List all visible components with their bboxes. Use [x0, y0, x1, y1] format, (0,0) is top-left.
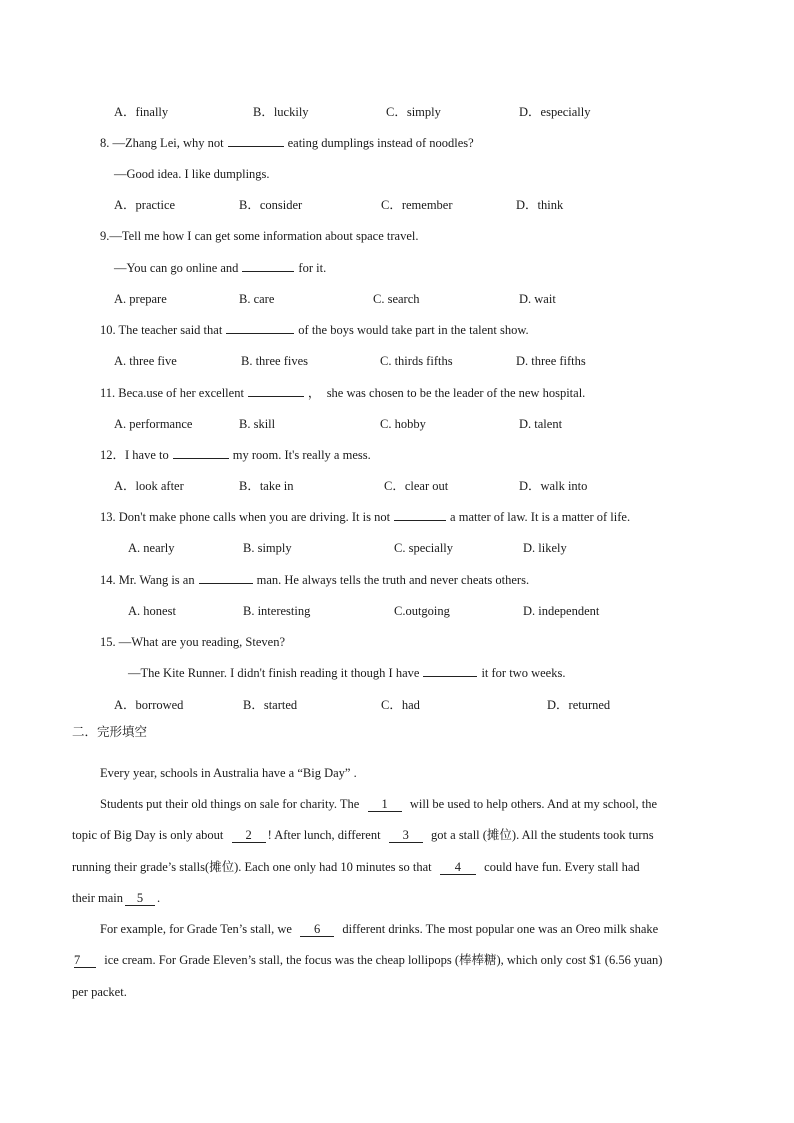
q9-reply	[114, 260, 326, 276]
q9-option-d: D. wait	[519, 292, 556, 306]
q12-option-a: A．look after	[114, 479, 184, 493]
passage-para-3-line-2	[72, 952, 662, 968]
q13-stem-before: 13. Don't make phone calls when you are driving. It is not	[100, 510, 391, 524]
q7-option-c: C．simply	[386, 105, 441, 119]
passage-text: running their grade’s stalls(摊位). Each one only had 10 minutes so that	[72, 860, 432, 874]
q8-option-d: D．think	[516, 198, 564, 212]
q10-stem-after: of the boys would take part in the talent show.	[298, 323, 529, 337]
q11-option-c: C. hobby	[380, 417, 426, 431]
q8-stem	[100, 135, 474, 151]
passage-text: topic of Big Day is only about	[72, 828, 224, 842]
q7-option-d: D．especially	[519, 105, 591, 119]
passage-text: ! After lunch, different	[267, 828, 381, 842]
q14-option-a: A. honest	[128, 604, 176, 618]
q10-stem-before: 10. The teacher said that	[100, 323, 223, 337]
q15-option-a: A．borrowed	[114, 698, 184, 712]
section-heading-cloze: 二．完形填空	[72, 724, 148, 739]
q7-option-b: B．luckily	[253, 105, 309, 119]
cloze-blank-2: 2	[232, 828, 266, 843]
q13-stem	[100, 509, 630, 525]
cloze-blank-5: 5	[125, 891, 155, 906]
passage-text: different drinks. The most popular one was an Oreo milk shake	[342, 922, 659, 936]
cloze-blank-1: 1	[368, 797, 402, 812]
q15-option-d: D．returned	[547, 698, 611, 712]
q12-blank	[173, 447, 229, 459]
q15-option-c: C．had	[381, 698, 420, 712]
q14-stem	[100, 572, 529, 588]
q14-option-d: D. independent	[523, 604, 600, 618]
q12-stem-after: my room. It's really a mess.	[232, 448, 371, 462]
q11-stem	[100, 385, 585, 401]
passage-text: got a stall (摊位). All the students took turns	[431, 828, 654, 842]
passage-text: will be used to help others. And at my school, the	[409, 797, 658, 811]
q15-reply-after: it for two weeks.	[481, 666, 566, 680]
q10-option-a: A. three five	[114, 354, 177, 368]
passage-para-1: Every year, schools in Australia have a “Big Day” .	[100, 766, 357, 780]
q10-stem	[100, 322, 529, 338]
q10-option-d: D. three fifths	[516, 354, 586, 368]
q11-option-d: D. talent	[519, 417, 563, 431]
q9-option-a: A. prepare	[114, 292, 167, 306]
cloze-blank-7: 7	[74, 953, 96, 968]
q15-reply	[128, 665, 565, 681]
cloze-blank-3: 3	[389, 828, 423, 843]
q9-option-b: B. care	[239, 292, 275, 306]
passage-text: ice cream. For Grade Eleven’s stall, the focus was the cheap lollipops (棒棒糖), which only cost $1 (6.56 yuan)	[104, 953, 663, 967]
passage-para-2-line-3	[72, 859, 640, 875]
passage-text: For example, for Grade Ten’s stall, we	[100, 922, 292, 936]
q10-option-c: C. thirds fifths	[380, 354, 453, 368]
q8-stem-before: 8. —Zhang Lei, why not	[100, 136, 224, 150]
q11-option-a: A. performance	[114, 417, 193, 431]
passage-text: their main	[72, 891, 124, 905]
passage-para-2-line-4	[72, 890, 160, 906]
q13-option-b: B. simply	[243, 541, 292, 555]
q8-option-a: A．practice	[114, 198, 176, 212]
q8-reply: —Good idea. I like dumplings.	[114, 167, 270, 181]
q7-option-a: A．finally	[114, 105, 169, 119]
q9-reply-after: for it.	[298, 261, 327, 275]
passage-text: Students put their old things on sale for charity. The	[100, 797, 360, 811]
passage-para-3-line-3: per packet.	[72, 985, 127, 999]
q14-stem-before: 14. Mr. Wang is an	[100, 573, 195, 587]
cloze-blank-4: 4	[440, 860, 476, 875]
q11-stem-after: she was chosen to be the leader of the new hospital.	[326, 386, 586, 400]
q8-blank	[228, 135, 284, 147]
q13-stem-after: a matter of law. It is a matter of life.	[450, 510, 631, 524]
q8-option-b: B．consider	[239, 198, 303, 212]
q11-blank	[248, 385, 304, 397]
q15-stem: 15. —What are you reading, Steven?	[100, 635, 286, 649]
q15-option-b: B．started	[243, 698, 298, 712]
q11-option-b: B. skill	[239, 417, 276, 431]
q8-option-c: C．remember	[381, 198, 453, 212]
cloze-blank-6: 6	[300, 922, 334, 937]
q14-stem-after: man. He always tells the truth and never cheats others.	[256, 573, 530, 587]
q13-option-a: A. nearly	[128, 541, 175, 555]
passage-para-2-line-2	[72, 827, 654, 843]
q14-option-c: C.outgoing	[394, 604, 450, 618]
q15-blank	[423, 665, 477, 677]
q9-blank	[242, 260, 294, 272]
q14-blank	[199, 572, 253, 584]
q12-stem	[100, 447, 371, 463]
q14-option-b: B. interesting	[243, 604, 311, 618]
passage-para-3-line-1	[100, 921, 658, 937]
q12-option-c: C．clear out	[384, 479, 449, 493]
q13-option-c: C. specially	[394, 541, 454, 555]
q13-blank	[394, 509, 446, 521]
q9-stem: 9.—Tell me how I can get some information about space travel.	[100, 229, 419, 243]
q13-option-d: D. likely	[523, 541, 567, 555]
q12-option-d: D．walk into	[519, 479, 588, 493]
passage-para-2-line-1	[100, 796, 657, 812]
q9-reply-before: —You can go online and	[114, 261, 239, 275]
q8-stem-after: eating dumplings instead of noodles?	[287, 136, 474, 150]
q12-option-b: B．take in	[239, 479, 294, 493]
q10-blank	[226, 322, 294, 334]
q10-option-b: B. three fives	[241, 354, 308, 368]
q12-stem-before: 12．I have to	[100, 448, 169, 462]
q15-reply-before: —The Kite Runner. I didn't finish reading it though I have	[128, 666, 420, 680]
passage-text: .	[157, 891, 161, 905]
passage-text: could have fun. Every stall had	[484, 860, 640, 874]
q11-stem-before: 11. Beca.use of her excellent	[100, 386, 244, 400]
q9-option-c: C. search	[373, 292, 420, 306]
q11-comma: ，	[307, 386, 321, 400]
